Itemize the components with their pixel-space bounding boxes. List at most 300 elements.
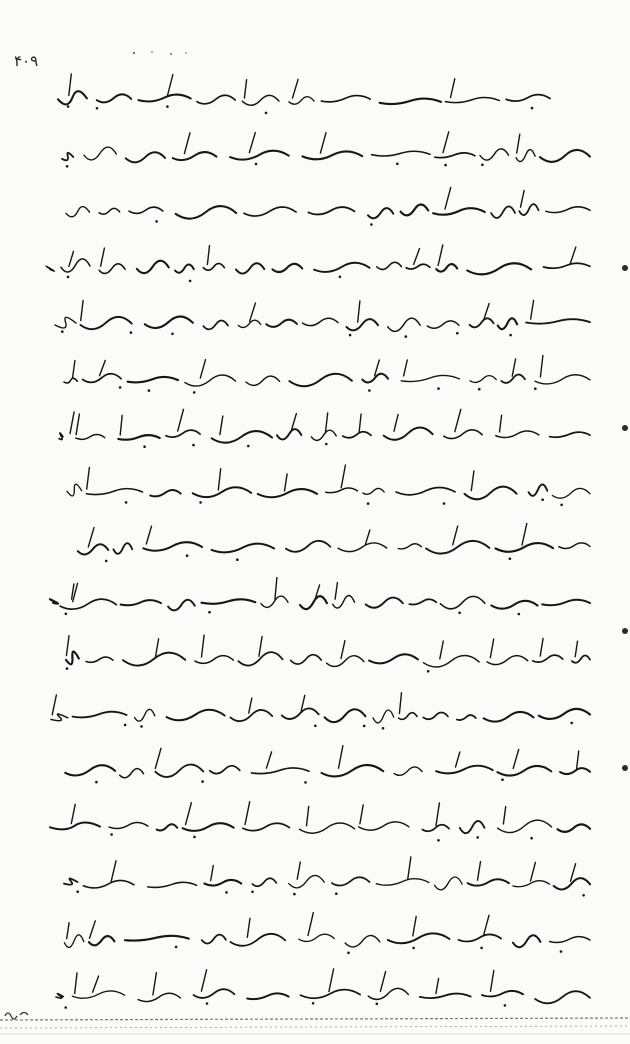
- ink-stroke: [84, 147, 117, 160]
- ink-stroke: [75, 973, 77, 994]
- handwritten-line: [30, 798, 620, 848]
- ink-dot: [124, 724, 127, 727]
- ink-stroke: [69, 74, 72, 95]
- ink-stroke: [211, 866, 214, 881]
- handwritten-line: [30, 574, 620, 624]
- ink-stroke: [468, 879, 509, 885]
- ink-stroke: [377, 262, 402, 269]
- ink-dot: [509, 334, 512, 337]
- ink-stroke: [52, 695, 56, 715]
- ink-stroke: [277, 429, 301, 439]
- ink-dot: [370, 223, 373, 226]
- ink-stroke: [436, 979, 439, 994]
- ink-stroke: [203, 320, 228, 329]
- binding-mark: [622, 425, 628, 431]
- ink-stroke: [297, 862, 300, 879]
- ink-stroke: [423, 713, 448, 720]
- ink-stroke: [513, 935, 541, 947]
- ink-stroke: [266, 320, 297, 327]
- ink-stroke: [396, 487, 455, 494]
- ink-stroke: [467, 263, 531, 274]
- ink-dot: [255, 163, 258, 166]
- ink-dot: [304, 781, 307, 784]
- ink-stroke: [81, 317, 132, 329]
- ink-stroke: [249, 133, 255, 153]
- ink-stroke: [120, 415, 122, 435]
- ink-dot: [314, 725, 317, 728]
- ink-stroke: [204, 880, 241, 886]
- ink-stroke: [445, 97, 499, 102]
- ink-stroke: [247, 918, 250, 937]
- ink-stroke: [66, 636, 69, 656]
- ink-stroke: [155, 765, 203, 777]
- ink-stroke: [266, 752, 271, 768]
- ink-stroke: [540, 150, 590, 162]
- ink-stroke: [526, 319, 590, 323]
- ink-stroke: [87, 467, 90, 489]
- ink-stroke: [440, 596, 484, 608]
- ink-stroke: [273, 264, 303, 272]
- handwritten-line: [30, 182, 620, 232]
- ink-stroke: [516, 150, 535, 162]
- ink-stroke: [491, 601, 537, 609]
- ink-dot: [480, 947, 483, 950]
- ink-stroke: [252, 878, 276, 886]
- ink-dot: [236, 558, 239, 561]
- ink-stroke: [230, 710, 272, 721]
- ink-stroke: [552, 488, 590, 498]
- ink-dot: [66, 165, 69, 168]
- ink-dot: [110, 833, 113, 836]
- ink-stroke: [238, 652, 282, 665]
- ink-stroke: [83, 374, 122, 383]
- handwritten-text-block: [30, 70, 620, 990]
- ink-stroke: [212, 544, 275, 553]
- ink-stroke: [137, 261, 169, 274]
- ink-stroke: [570, 247, 576, 263]
- ink-dot: [347, 952, 350, 955]
- ink-stroke: [380, 99, 441, 104]
- ink-stroke: [471, 471, 474, 491]
- ink-stroke: [289, 374, 352, 387]
- ink-stroke: [70, 412, 74, 434]
- ink-stroke: [558, 824, 591, 831]
- ink-stroke: [185, 375, 236, 386]
- ink-stroke: [97, 94, 131, 102]
- handwritten-line: [30, 630, 620, 680]
- ink-stroke: [259, 637, 262, 657]
- ink-stroke: [394, 415, 398, 432]
- handwritten-line: [30, 350, 620, 400]
- ink-stroke: [535, 375, 590, 384]
- ink-stroke: [519, 204, 538, 215]
- ink-stroke: [373, 710, 394, 723]
- ink-stroke: [76, 435, 105, 440]
- ink-stroke: [118, 435, 159, 440]
- ink-dot: [325, 443, 328, 446]
- ink-stroke: [55, 317, 76, 328]
- ink-stroke: [51, 714, 68, 721]
- binding-mark: [622, 265, 628, 271]
- ink-dot: [67, 105, 70, 108]
- ink-dot: [186, 554, 189, 557]
- ink-stroke: [300, 823, 355, 833]
- ink-dot: [225, 891, 228, 894]
- ink-dot: [509, 557, 512, 560]
- ink-stroke: [66, 652, 79, 665]
- ink-stroke: [401, 375, 459, 381]
- ink-dot: [541, 498, 544, 501]
- ink-stroke: [414, 249, 420, 265]
- ink-stroke: [86, 657, 113, 662]
- ink-stroke: [300, 596, 327, 609]
- ink-stroke: [178, 409, 184, 431]
- ink-stroke: [490, 639, 493, 658]
- ink-stroke: [409, 599, 436, 604]
- ink-stroke: [388, 933, 450, 943]
- ink-dot: [405, 335, 408, 338]
- ink-dot: [193, 391, 196, 394]
- ink-stroke: [550, 937, 590, 943]
- ink-stroke: [345, 935, 380, 946]
- ink-stroke: [533, 655, 563, 662]
- ink-dot: [412, 947, 415, 950]
- ink-stroke: [286, 541, 331, 552]
- ink-stroke: [470, 318, 494, 327]
- ink-stroke: [399, 713, 417, 720]
- ink-stroke: [155, 748, 161, 768]
- ink-stroke: [81, 301, 83, 321]
- ink-stroke: [332, 877, 370, 885]
- ink-dot: [437, 839, 440, 842]
- ink-stroke: [61, 259, 90, 272]
- ink-stroke: [250, 303, 256, 321]
- ink-stroke: [246, 376, 280, 385]
- ink-dot: [199, 501, 202, 504]
- ink-stroke: [339, 746, 343, 769]
- ink-dot: [530, 837, 533, 840]
- ink-stroke: [83, 880, 133, 888]
- ink-stroke: [404, 360, 408, 376]
- ink-stroke: [327, 656, 364, 667]
- ink-stroke: [358, 301, 360, 322]
- ink-stroke: [121, 600, 162, 605]
- ink-stroke: [135, 709, 155, 721]
- ink-stroke: [60, 599, 116, 609]
- ink-stroke: [308, 913, 313, 936]
- ink-stroke: [202, 599, 256, 603]
- handwritten-line: [30, 854, 620, 904]
- ink-stroke: [360, 805, 363, 824]
- ink-dot: [501, 778, 504, 781]
- ink-stroke: [498, 318, 517, 329]
- ink-stroke: [203, 264, 224, 271]
- ink-stroke: [444, 430, 482, 439]
- ink-stroke: [423, 656, 479, 667]
- ink-stroke: [157, 824, 178, 830]
- ink-stroke: [325, 413, 327, 433]
- ink-dot: [531, 107, 534, 110]
- ink-stroke: [427, 321, 459, 328]
- ink-stroke: [126, 152, 165, 162]
- ink-stroke: [575, 641, 577, 657]
- ink-dot: [363, 725, 366, 728]
- ink-stroke: [540, 355, 543, 377]
- ink-dot: [518, 613, 521, 616]
- ink-stroke: [491, 206, 515, 218]
- ink-stroke: [197, 95, 235, 104]
- ink-stroke: [368, 208, 393, 218]
- ink-stroke: [401, 204, 429, 215]
- ink-stroke: [168, 600, 195, 611]
- ink-stroke: [123, 653, 185, 666]
- ink-stroke: [168, 75, 173, 96]
- ink-stroke: [366, 598, 403, 608]
- ink-stroke: [335, 583, 337, 600]
- ink-stroke: [303, 318, 338, 325]
- ink-stroke: [480, 149, 509, 160]
- ink-stroke: [125, 936, 189, 941]
- ink-stroke: [285, 474, 288, 491]
- ink-stroke: [359, 822, 409, 830]
- ink-stroke: [120, 769, 144, 778]
- ink-stroke: [496, 431, 539, 437]
- handwritten-line: [30, 238, 620, 288]
- ink-dot: [96, 107, 99, 110]
- ink-dot: [456, 332, 459, 335]
- ink-dot: [67, 276, 70, 279]
- ink-dot: [427, 670, 430, 673]
- ink-stroke: [436, 766, 493, 774]
- ink-dot: [368, 389, 371, 392]
- ink-dot: [396, 163, 399, 166]
- ink-stroke: [300, 990, 360, 999]
- ink-stroke: [139, 95, 191, 102]
- ink-stroke: [457, 715, 476, 720]
- ink-stroke: [195, 656, 233, 664]
- ink-dot: [570, 722, 573, 725]
- ink-stroke: [78, 544, 108, 554]
- page-bottom-edge: [0, 998, 630, 1044]
- ink-stroke: [436, 803, 439, 826]
- handwritten-line: [30, 686, 620, 736]
- ink-stroke: [365, 530, 370, 545]
- ink-stroke: [388, 318, 420, 331]
- ink-stroke: [451, 79, 455, 98]
- ink-stroke: [329, 969, 334, 992]
- ink-dot: [208, 611, 211, 614]
- ink-stroke: [258, 489, 317, 497]
- ink-stroke: [146, 526, 151, 544]
- ink-stroke: [455, 409, 461, 431]
- ink-stroke: [289, 875, 325, 887]
- ink-stroke: [275, 578, 277, 600]
- ink-stroke: [245, 802, 250, 825]
- ink-stroke: [531, 300, 534, 319]
- ink-stroke: [153, 973, 157, 995]
- ink-stroke: [148, 882, 197, 887]
- ink-stroke: [529, 484, 548, 495]
- ink-dot: [382, 727, 385, 730]
- ink-stroke: [175, 264, 194, 272]
- ink-stroke: [236, 263, 264, 273]
- ink-stroke: [506, 95, 550, 101]
- ink-dot: [166, 105, 169, 108]
- ink-dot: [105, 560, 108, 563]
- ink-stroke: [201, 970, 206, 991]
- ink-stroke: [59, 433, 63, 440]
- ink-stroke: [99, 264, 125, 274]
- ink-stroke: [438, 245, 443, 266]
- ink-dot: [155, 220, 158, 223]
- binding-mark: [622, 765, 628, 771]
- ink-stroke: [90, 921, 96, 939]
- ink-stroke: [522, 524, 527, 546]
- ink-stroke: [76, 414, 79, 435]
- ink-stroke: [394, 767, 422, 775]
- ink-stroke: [487, 656, 527, 665]
- ink-stroke: [193, 487, 252, 497]
- ink-stroke: [194, 989, 235, 998]
- ink-dot: [192, 444, 195, 447]
- ink-dot: [95, 781, 98, 784]
- ink-stroke: [173, 152, 217, 160]
- ink-stroke: [513, 881, 549, 887]
- ink-stroke: [282, 708, 319, 719]
- ink-stroke: [546, 207, 590, 213]
- ink-stroke: [109, 822, 148, 828]
- handwritten-line: [30, 910, 620, 960]
- ink-dot: [293, 893, 296, 896]
- ink-stroke: [435, 153, 475, 158]
- ink-stroke: [71, 804, 75, 823]
- ink-dot: [143, 445, 146, 448]
- ink-stroke: [436, 264, 457, 272]
- ink-stroke: [433, 208, 485, 215]
- ink-stroke: [210, 766, 240, 774]
- ink-dot: [119, 386, 122, 389]
- ink-dot: [130, 331, 133, 334]
- ink-dot: [61, 330, 64, 333]
- ink-stroke: [46, 266, 55, 271]
- ink-stroke: [150, 490, 181, 496]
- ink-stroke: [64, 878, 78, 884]
- ink-stroke: [50, 823, 100, 830]
- ink-stroke: [453, 526, 458, 545]
- ink-stroke: [380, 972, 385, 992]
- ink-stroke: [500, 415, 502, 432]
- ink-stroke: [291, 655, 322, 664]
- handwritten-line: [30, 518, 620, 568]
- ink-stroke: [384, 427, 433, 439]
- ink-stroke: [550, 432, 590, 437]
- ink-stroke: [242, 95, 279, 105]
- ink-stroke: [435, 877, 463, 890]
- ink-dot: [148, 389, 151, 392]
- ink-stroke: [372, 151, 431, 156]
- ink-stroke: [100, 360, 106, 375]
- ink-dot: [189, 280, 192, 283]
- handwritten-line: [30, 70, 620, 120]
- ink-dot: [65, 613, 68, 616]
- ink-stroke: [399, 693, 401, 714]
- ink-stroke: [443, 132, 449, 153]
- ink-stroke: [559, 543, 590, 549]
- ink-stroke: [470, 376, 496, 383]
- ink-stroke: [359, 414, 361, 432]
- ink-dot: [349, 334, 352, 337]
- ink-stroke: [531, 862, 536, 881]
- ink-dot: [247, 445, 250, 448]
- ink-stroke: [200, 360, 205, 378]
- ink-stroke: [67, 923, 69, 939]
- ink-stroke: [93, 976, 99, 992]
- ink-stroke: [230, 934, 285, 946]
- ink-stroke: [184, 133, 190, 154]
- ink-dot: [335, 892, 338, 895]
- ink-dot: [201, 780, 204, 783]
- ink-stroke: [517, 134, 520, 153]
- ink-stroke: [86, 489, 142, 495]
- ink-stroke: [501, 375, 525, 383]
- ink-dot: [265, 112, 268, 115]
- ink-stroke: [322, 765, 384, 776]
- ink-stroke: [445, 188, 451, 210]
- ink-stroke: [67, 484, 82, 496]
- ink-specks: [130, 50, 190, 56]
- ink-dot: [458, 612, 461, 615]
- ink-stroke: [460, 821, 485, 833]
- ink-dot: [367, 502, 370, 505]
- ink-dot: [478, 388, 481, 391]
- ink-stroke: [513, 750, 519, 769]
- ink-stroke: [406, 264, 430, 269]
- ink-stroke: [540, 638, 543, 656]
- ink-stroke: [539, 709, 590, 719]
- ink-stroke: [341, 465, 345, 488]
- ink-stroke: [311, 430, 336, 440]
- ink-dot: [140, 725, 143, 728]
- ink-stroke: [166, 430, 200, 437]
- ink-stroke: [512, 359, 515, 376]
- ink-dot: [339, 276, 342, 279]
- ink-stroke: [202, 935, 226, 944]
- ink-stroke: [307, 806, 309, 825]
- handwritten-line: [30, 406, 620, 456]
- ink-stroke: [293, 79, 299, 98]
- ink-stroke: [496, 543, 553, 552]
- ink-stroke: [218, 469, 220, 490]
- ink-stroke: [156, 639, 159, 657]
- ink-stroke: [88, 528, 94, 547]
- ink-stroke: [314, 263, 370, 272]
- ink-stroke: [484, 915, 490, 935]
- ink-stroke: [320, 133, 326, 153]
- ink-stroke: [577, 751, 579, 769]
- ink-stroke: [244, 80, 246, 98]
- ink-stroke: [50, 599, 58, 604]
- ink-dot: [175, 946, 178, 949]
- page-number: ۴۰۹: [14, 52, 39, 70]
- ink-stroke: [230, 151, 289, 160]
- ink-stroke: [202, 635, 205, 657]
- ink-stroke: [497, 766, 551, 776]
- ink-stroke: [186, 803, 192, 825]
- ink-stroke: [478, 862, 481, 881]
- ink-dot: [193, 836, 196, 839]
- ink-stroke: [325, 709, 366, 722]
- ink-stroke: [338, 543, 387, 552]
